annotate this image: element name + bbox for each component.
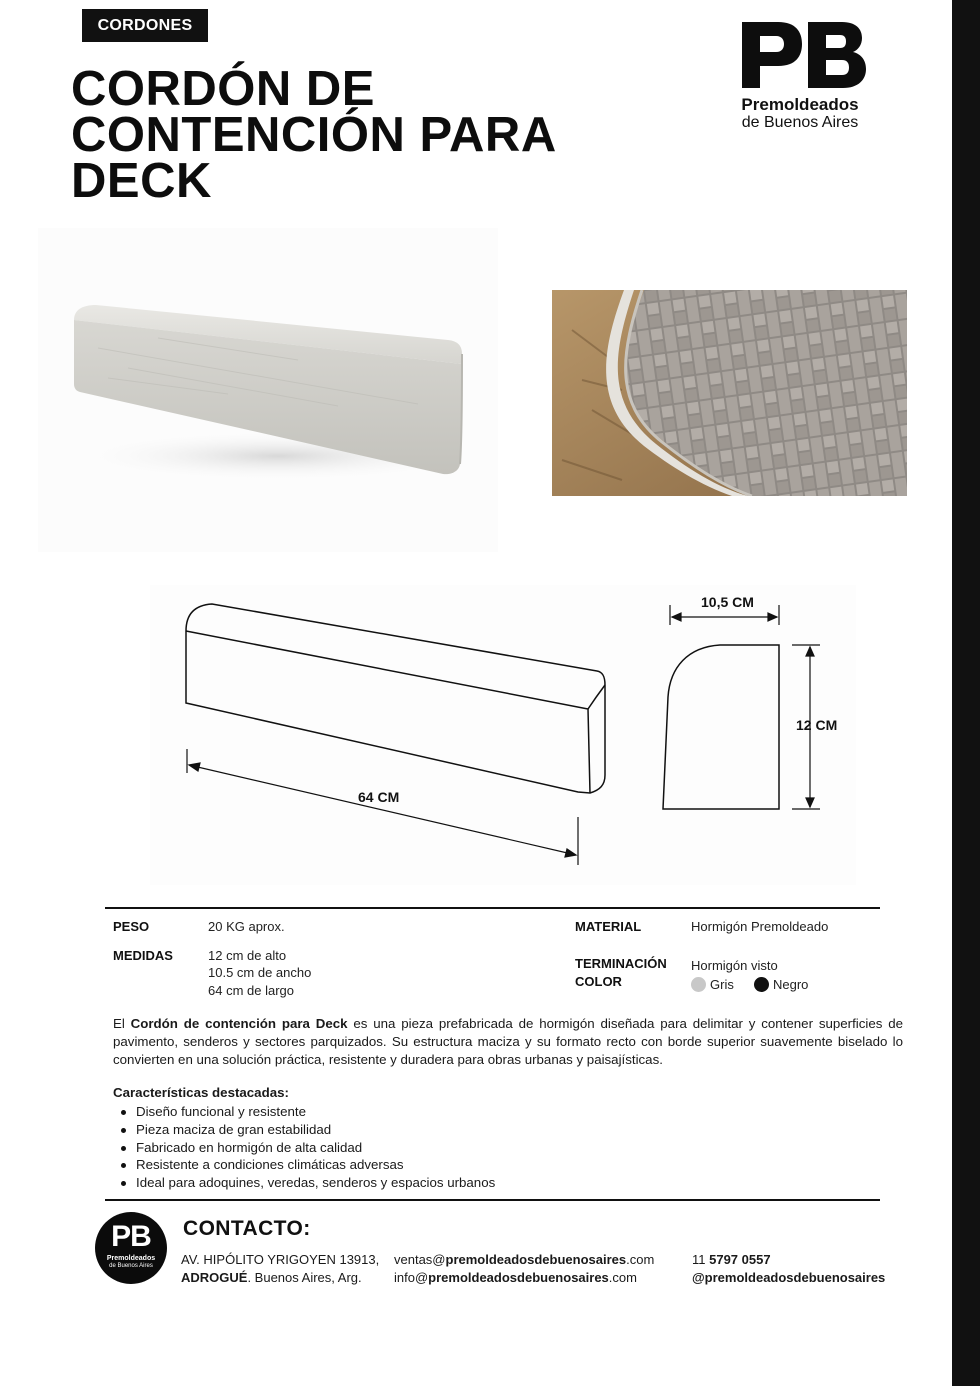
medidas-alto: 12 cm de alto: [208, 948, 287, 963]
email-tld: .com: [608, 1270, 637, 1285]
feature-item: Fabricado en hormigón de alta calidad: [136, 1139, 495, 1157]
feature-item: Resistente a condiciones climáticas adversas: [136, 1156, 495, 1174]
width-label: 10,5 CM: [701, 594, 754, 610]
contact-phone-social: [692, 1251, 885, 1287]
length-label: 64 CM: [358, 789, 400, 805]
description-product-name: Cordón de contención para Deck: [130, 1016, 348, 1031]
peso-value: 20 KG aprox.: [208, 919, 285, 934]
phone-prefix: 11: [692, 1252, 710, 1267]
address-region: . Buenos Aires, Arg.: [247, 1270, 362, 1285]
feature-item: Ideal para adoquines, veredas, senderos y espacios urbanos: [136, 1175, 496, 1191]
category-badge: CORDONES: [82, 9, 208, 42]
feature-item: Pieza maciza de gran estabilidad: [136, 1121, 495, 1139]
footer-logo-mark: PB: [111, 1220, 151, 1253]
length-dimension: [187, 749, 578, 865]
color-name: Negro: [773, 977, 809, 992]
feature-item: Diseño funcional y resistente: [136, 1103, 495, 1121]
email-tld: .com: [626, 1252, 655, 1267]
curb-product-image: [38, 228, 498, 552]
color-label: COLOR: [575, 974, 622, 989]
medidas-largo: 64 cm de largo: [208, 983, 294, 998]
color-option-negro: [754, 976, 808, 994]
color-option-gris: [691, 976, 734, 994]
material-value: Hormigón Premoldeado: [691, 919, 829, 934]
product-description: [113, 1015, 903, 1069]
technical-drawing: [150, 585, 856, 885]
pb-logo-mark: [730, 18, 870, 90]
social-handle-link[interactable]: @premoldeadosdebuenosaires: [692, 1270, 886, 1285]
contact-emails: [394, 1251, 654, 1287]
curb-isometric-drawing: [186, 604, 605, 793]
title-line: CONTENCIÓN PARA: [71, 108, 557, 162]
brand-name: Premoldeados: [741, 95, 859, 114]
medidas-label: MEDIDAS: [113, 948, 173, 963]
color-name: Gris: [710, 977, 734, 992]
section-divider: [105, 907, 880, 909]
footer-logo: [95, 1212, 167, 1284]
contact-title: CONTACTO:: [183, 1217, 311, 1240]
address-line: AV. HIPÓLITO YRIGOYEN 13913,: [181, 1252, 380, 1267]
email-user: info@: [394, 1270, 429, 1285]
negro-swatch-icon: [754, 977, 769, 992]
phone-number: 5797 0557: [709, 1252, 771, 1267]
email-domain: premoldeadosdebuenosaires: [428, 1270, 609, 1285]
brand-logo: [720, 18, 880, 168]
phone-link[interactable]: [692, 1251, 885, 1269]
height-label: 12 CM: [796, 717, 838, 733]
email-domain: premoldeadosdebuenosaires: [445, 1252, 627, 1267]
address-city: ADROGUÉ: [181, 1270, 248, 1285]
email-ventas-link[interactable]: [394, 1251, 654, 1269]
title-line: DECK: [71, 154, 212, 208]
gris-swatch-icon: [691, 977, 706, 992]
terminacion-value: Hormigón visto: [691, 958, 778, 973]
email-user: ventas@: [394, 1252, 446, 1267]
brand-subname: de Buenos Aires: [741, 114, 859, 131]
contact-address: [181, 1251, 379, 1287]
description-prefix: El: [113, 1016, 131, 1031]
email-info-link[interactable]: [394, 1269, 654, 1287]
material-label: MATERIAL: [575, 919, 642, 934]
page-title: [71, 62, 671, 208]
features-list: [136, 1103, 495, 1192]
footer-logo-subname: de Buenos Aires: [109, 1263, 153, 1269]
medidas-ancho: 10.5 cm de ancho: [208, 965, 312, 980]
footer-logo-name: Premoldeados: [106, 1255, 156, 1262]
terminacion-label: TERMINACIÓN: [575, 956, 667, 971]
footer-divider: [105, 1199, 880, 1201]
right-edge-bar: [952, 0, 980, 1386]
curb-profile-drawing: [663, 645, 779, 809]
curb-product-photo: [38, 228, 498, 552]
installed-curb-photo: [552, 290, 907, 496]
paving-scene-image: [552, 290, 907, 496]
address-city-line: [181, 1269, 379, 1287]
title-line: CORDÓN DE: [71, 62, 375, 116]
peso-label: PESO: [113, 919, 150, 934]
features-title: Características destacadas:: [113, 1085, 289, 1100]
description-body: es una pieza prefabricada de hormigón diseñada para delimitar y contener superficies de pavimento, senderos y sectores parquizados. Su estructura maciza y su formato recto con borde superior suavemente biselado lo convierten en una solución práctica, resistente y duradera para obras urbanas y paisajísticas.: [113, 1016, 903, 1067]
